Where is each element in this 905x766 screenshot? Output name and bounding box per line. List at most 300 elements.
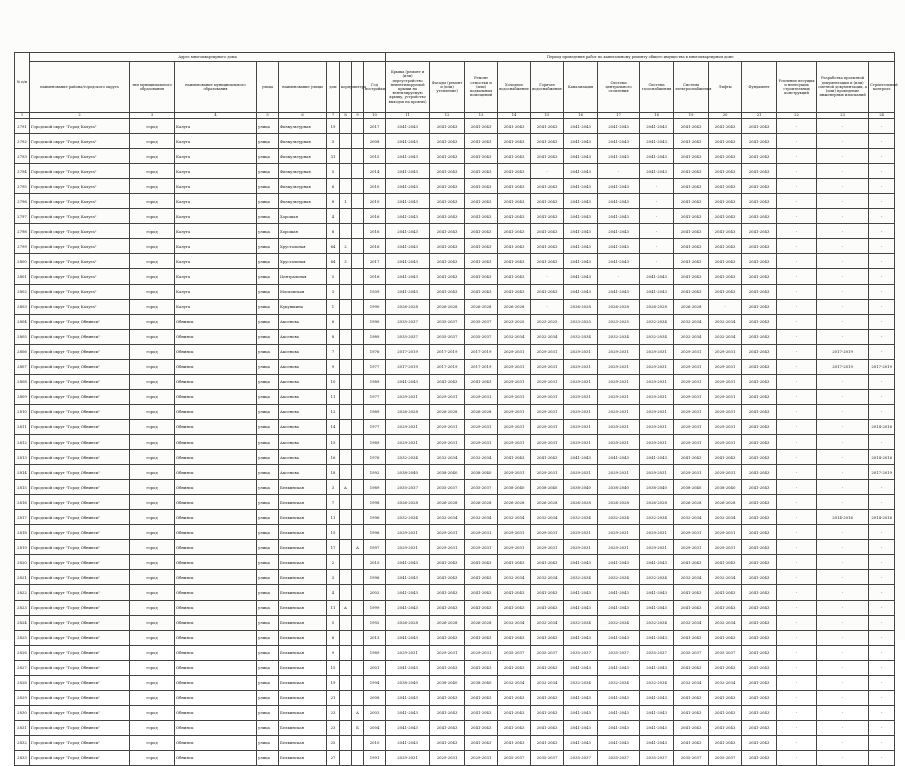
header-col-23: Разработка проектной документации и (или) сметной документации, а (или) проведение инженерных изысканий — [817, 62, 869, 113]
table-cell: 2810 — [15, 404, 30, 419]
table-cell: 2038-2040 — [430, 675, 465, 690]
table-cell: 2041-2043 — [709, 284, 742, 299]
table-cell: Белкинская — [279, 750, 327, 765]
table-cell: город — [130, 359, 175, 374]
table-cell — [352, 525, 364, 540]
table-cell: 31 — [327, 149, 340, 164]
table-cell: улица — [257, 419, 279, 434]
table-cell: 2014-2016 — [869, 510, 895, 525]
table-cell — [352, 450, 364, 465]
table-cell: 2032-2034 — [709, 314, 742, 329]
table-cell: 2041-2043 — [498, 119, 531, 134]
table-cell: - — [869, 585, 895, 600]
table-cell: 2041-2043 — [598, 209, 640, 224]
table-cell: 2029-2031 — [674, 359, 709, 374]
table-cell: 2041-2043 — [742, 585, 777, 600]
table-cell: 2038-2040 — [674, 480, 709, 495]
capital-repair-register-table — [14, 52, 898, 766]
table-cell: 2806 — [15, 344, 30, 359]
table-cell: 2041-2043 — [430, 269, 465, 284]
table-cell: - — [817, 555, 869, 570]
table-cell: Городской округ "Город Обнинск" — [30, 720, 130, 735]
table-cell: Обнинск — [175, 419, 257, 434]
table-cell — [340, 720, 352, 735]
header-col-16: Канализация — [564, 62, 598, 113]
table-cell: 2825 — [15, 630, 30, 645]
table-cell: улица — [257, 570, 279, 585]
table-cell: Белкинская — [279, 570, 327, 585]
table-cell: 2032-2034 — [386, 510, 430, 525]
table-cell: Калуга — [175, 194, 257, 209]
table-cell: - — [640, 209, 674, 224]
table-cell: 2035-2037 — [674, 645, 709, 660]
table-row — [15, 555, 895, 570]
table-cell — [340, 434, 352, 449]
table-cell — [352, 239, 364, 254]
table-cell: 2041-2043 — [640, 585, 674, 600]
table-cell: Белкинская — [279, 585, 327, 600]
table-cell: Городской округ "Город Обнинск" — [30, 329, 130, 344]
table-cell: улица — [257, 675, 279, 690]
table-cell: 1989 — [364, 404, 386, 419]
table-cell: Городской округ "Город Обнинск" — [30, 419, 130, 434]
table-cell: 14 — [327, 419, 340, 434]
table-row — [15, 585, 895, 600]
table-cell: 2029-2031 — [598, 525, 640, 540]
table-row — [15, 134, 895, 149]
table-cell: 2041-2043 — [564, 239, 598, 254]
header-col-22: Усиление несущих и ненесущих строительных конструкций — [777, 62, 817, 113]
table-cell: 2041-2043 — [386, 570, 430, 585]
table-cell — [352, 224, 364, 239]
table-cell: город — [130, 149, 175, 164]
table-cell: 2032-2034 — [640, 615, 674, 630]
table-cell: 2041-2043 — [498, 254, 531, 269]
table-cell: 2041-2043 — [742, 254, 777, 269]
table-cell: 2041-2043 — [430, 149, 465, 164]
table-cell: 2041-2043 — [465, 149, 498, 164]
table-cell: Аксенова — [279, 374, 327, 389]
table-cell — [352, 179, 364, 194]
table-cell: 2041-2043 — [742, 284, 777, 299]
table-cell: 2029-2031 — [498, 465, 531, 480]
table-cell — [352, 209, 364, 224]
column-number: 22 — [777, 113, 817, 119]
table-cell: Городской округ "Город Обнинск" — [30, 615, 130, 630]
table-cell — [352, 750, 364, 765]
table-cell: 2029-2031 — [598, 404, 640, 419]
table-cell: 19 — [327, 675, 340, 690]
table-cell: 2812 — [15, 434, 30, 449]
table-cell: 2041-2043 — [564, 705, 598, 720]
table-cell: - — [817, 660, 869, 675]
table-cell: 2795 — [15, 179, 30, 194]
header-col-19: Система электроснабжения — [674, 62, 709, 113]
table-cell: 2041-2043 — [531, 660, 564, 675]
table-cell — [340, 615, 352, 630]
table-cell: 3 — [327, 570, 340, 585]
table-cell — [352, 134, 364, 149]
table-cell: - — [777, 705, 817, 720]
column-number: 10 — [364, 113, 386, 119]
table-cell: Калуга — [175, 149, 257, 164]
table-cell: Белкинская — [279, 690, 327, 705]
table-cell: 2017-2019 — [869, 465, 895, 480]
table-cell: 2029-2031 — [430, 540, 465, 555]
table-cell — [340, 750, 352, 765]
table-cell: 2041-2043 — [598, 555, 640, 570]
table-cell: 2026-2028 — [498, 495, 531, 510]
table-cell: 2041-2043 — [640, 720, 674, 735]
table-cell: Городской округ "Город Калуга" — [30, 224, 130, 239]
table-cell: - — [817, 419, 869, 434]
table-cell: город — [130, 660, 175, 675]
table-row — [15, 149, 895, 164]
table-cell: 2010 — [364, 194, 386, 209]
table-cell: 8 — [327, 224, 340, 239]
table-cell: 2041-2043 — [386, 224, 430, 239]
table-cell: Городской округ "Город Обнинск" — [30, 645, 130, 660]
table-cell: 5 — [327, 269, 340, 284]
table-cell: 2029-2031 — [430, 389, 465, 404]
table-cell: Городской округ "Город Обнинск" — [30, 750, 130, 765]
table-cell: 2035-2037 — [709, 645, 742, 660]
table-cell: 1 — [340, 194, 352, 209]
table-cell: - — [777, 329, 817, 344]
table-cell: 2029-2031 — [531, 389, 564, 404]
table-cell: 2029-2031 — [531, 419, 564, 434]
table-cell — [352, 164, 364, 179]
table-cell: 2041-2043 — [598, 705, 640, 720]
table-cell: 2041-2043 — [430, 284, 465, 299]
table-cell: 2016 — [364, 239, 386, 254]
table-cell: А — [352, 705, 364, 720]
table-cell — [352, 374, 364, 389]
table-cell: 2041-2043 — [465, 570, 498, 585]
table-row — [15, 374, 895, 389]
table-cell — [352, 284, 364, 299]
table-cell: 2041-2043 — [640, 450, 674, 465]
table-cell: 2041-2043 — [709, 134, 742, 149]
table-cell: 2029-2031 — [674, 404, 709, 419]
table-cell: 2032-2034 — [598, 510, 640, 525]
table-cell: 2041-2043 — [674, 194, 709, 209]
table-cell: город — [130, 675, 175, 690]
table-cell: 2038-2040 — [709, 480, 742, 495]
table-cell: 2029-2031 — [564, 344, 598, 359]
table-cell: 2041-2043 — [742, 194, 777, 209]
table-cell — [352, 600, 364, 615]
table-cell: 2819 — [15, 540, 30, 555]
table-cell: 2032-2034 — [709, 510, 742, 525]
table-cell: 2029-2031 — [709, 525, 742, 540]
table-cell: город — [130, 705, 175, 720]
table-cell: Городской округ "Город Обнинск" — [30, 555, 130, 570]
table-cell: 18 — [327, 465, 340, 480]
table-cell: Городской округ "Город Калуга" — [30, 209, 130, 224]
table-cell: 2041-2043 — [709, 630, 742, 645]
table-cell: 1977 — [364, 389, 386, 404]
table-cell: - — [817, 630, 869, 645]
table-cell: 2041-2043 — [640, 164, 674, 179]
table-cell: 2041-2043 — [386, 735, 430, 750]
table-cell: 2041-2043 — [465, 555, 498, 570]
table-cell: 2041-2043 — [498, 555, 531, 570]
table-cell: 8 — [327, 194, 340, 209]
table-row — [15, 750, 895, 765]
header-col-7: дом — [327, 62, 340, 113]
table-cell: 2032-2034 — [531, 675, 564, 690]
table-cell: 2041-2043 — [742, 134, 777, 149]
table-cell: 2817 — [15, 510, 30, 525]
table-cell: 2041-2043 — [498, 149, 531, 164]
table-cell: 12 — [327, 404, 340, 419]
table-cell: 2041-2043 — [430, 119, 465, 134]
table-cell: 2041-2043 — [386, 149, 430, 164]
table-cell: 2029-2031 — [640, 525, 674, 540]
table-cell: 2014 — [364, 164, 386, 179]
table-cell: 2026-2028 — [430, 299, 465, 314]
table-cell — [352, 735, 364, 750]
table-cell: 1989 — [364, 329, 386, 344]
table-cell: 2041-2043 — [386, 690, 430, 705]
table-cell: город — [130, 690, 175, 705]
table-cell: 2041-2043 — [386, 660, 430, 675]
table-cell: 2032-2034 — [709, 570, 742, 585]
table-cell: Городской округ "Город Калуга" — [30, 269, 130, 284]
table-cell: 2032-2034 — [465, 510, 498, 525]
table-cell — [340, 675, 352, 690]
table-cell: Хрустальная — [279, 254, 327, 269]
table-cell: 1991 — [364, 750, 386, 765]
column-number: 8 — [340, 113, 352, 119]
table-cell: 2041-2043 — [709, 660, 742, 675]
table-cell: - — [531, 164, 564, 179]
table-cell: улица — [257, 239, 279, 254]
table-cell: 2041-2043 — [531, 254, 564, 269]
table-cell — [352, 555, 364, 570]
table-cell — [340, 179, 352, 194]
table-cell: - — [777, 585, 817, 600]
table-cell: улица — [257, 224, 279, 239]
table-cell: 1989 — [364, 374, 386, 389]
table-row — [15, 495, 895, 510]
table-cell: А — [352, 540, 364, 555]
table-row — [15, 615, 895, 630]
table-cell: 2828 — [15, 675, 30, 690]
table-cell: - — [777, 630, 817, 645]
table-cell: улица — [257, 134, 279, 149]
table-cell: - — [817, 690, 869, 705]
table-cell: Московская — [279, 284, 327, 299]
table-cell: Городской округ "Город Калуга" — [30, 149, 130, 164]
table-cell: 2029-2031 — [598, 419, 640, 434]
table-cell: 2041-2043 — [709, 735, 742, 750]
table-cell: - — [869, 254, 895, 269]
table-cell: 2041-2043 — [674, 134, 709, 149]
table-cell — [352, 495, 364, 510]
table-cell: 2029-2031 — [430, 434, 465, 449]
table-cell: Калуга — [175, 239, 257, 254]
table-cell: 2041-2043 — [742, 495, 777, 510]
table-cell: 2041-2043 — [674, 585, 709, 600]
table-cell: Городской округ "Город Калуга" — [30, 254, 130, 269]
table-cell: улица — [257, 344, 279, 359]
table-cell: 2041-2043 — [742, 480, 777, 495]
table-cell: 2041-2043 — [465, 735, 498, 750]
table-cell: 2029-2031 — [640, 434, 674, 449]
table-cell: 2029-2031 — [640, 404, 674, 419]
table-cell: 2026-2028 — [386, 615, 430, 630]
table-cell: 2029-2031 — [531, 434, 564, 449]
table-cell: город — [130, 750, 175, 765]
table-cell: улица — [257, 720, 279, 735]
table-cell: А — [340, 480, 352, 495]
table-cell: 2041-2043 — [531, 134, 564, 149]
column-number: 3 — [130, 113, 175, 119]
table-cell: - — [817, 465, 869, 480]
table-cell: 2026-2028 — [386, 404, 430, 419]
table-cell: 1989 — [364, 434, 386, 449]
table-cell — [340, 495, 352, 510]
table-cell: 2041-2043 — [742, 735, 777, 750]
table-cell: 2833 — [15, 750, 30, 765]
table-cell: 2017-2019 — [430, 359, 465, 374]
table-cell: 2041-2043 — [531, 149, 564, 164]
table-cell: 2032-2034 — [531, 570, 564, 585]
table-cell: 2029-2031 — [674, 525, 709, 540]
table-cell: 2029-2031 — [564, 389, 598, 404]
table-cell: Городской округ "Город Обнинск" — [30, 510, 130, 525]
table-cell — [340, 314, 352, 329]
table-cell: город — [130, 224, 175, 239]
table-cell: 2041-2043 — [498, 720, 531, 735]
column-number: 21 — [742, 113, 777, 119]
table-cell: 2041-2043 — [531, 555, 564, 570]
table-cell: Белкинская — [279, 510, 327, 525]
table-cell: 2041-2043 — [674, 179, 709, 194]
table-cell: 2029-2031 — [674, 465, 709, 480]
table-cell — [340, 344, 352, 359]
table-cell: 2029-2031 — [709, 389, 742, 404]
table-cell: Белкинская — [279, 720, 327, 735]
table-cell: - — [777, 675, 817, 690]
table-cell: - — [777, 465, 817, 480]
table-cell: 2029-2031 — [465, 645, 498, 660]
table-cell: 2029-2031 — [709, 434, 742, 449]
table-cell: 2041-2043 — [498, 660, 531, 675]
table-cell: 2791 — [15, 119, 30, 134]
table-cell: улица — [257, 269, 279, 284]
header-col-20: Лифты — [709, 62, 742, 113]
table-cell: Физкультурная — [279, 194, 327, 209]
table-cell: 2041-2043 — [465, 179, 498, 194]
table-cell: 2029-2031 — [640, 419, 674, 434]
table-cell: 2029-2031 — [640, 359, 674, 374]
table-cell: 2041-2043 — [742, 690, 777, 705]
table-cell: 2041-2043 — [498, 194, 531, 209]
table-cell: 2035-2037 — [674, 750, 709, 765]
table-cell: 16 — [327, 450, 340, 465]
table-cell: 2041-2043 — [709, 239, 742, 254]
table-cell: - — [817, 525, 869, 540]
table-cell: 2029-2031 — [709, 465, 742, 480]
table-cell: 2032-2034 — [564, 570, 598, 585]
table-cell: Городской округ "Город Обнинск" — [30, 404, 130, 419]
table-cell: 2041-2043 — [674, 720, 709, 735]
header-col-3: тип муниципального образования — [130, 62, 175, 113]
table-cell — [340, 555, 352, 570]
table-cell: - — [869, 239, 895, 254]
table-cell: Аксенова — [279, 389, 327, 404]
table-cell: 2038-2040 — [598, 480, 640, 495]
table-cell: - — [777, 194, 817, 209]
table-cell: - — [640, 224, 674, 239]
table-cell — [352, 194, 364, 209]
table-cell — [352, 269, 364, 284]
table-cell: 2029-2031 — [564, 359, 598, 374]
table-cell: 2017 — [364, 254, 386, 269]
table-cell: город — [130, 179, 175, 194]
table-cell: город — [130, 600, 175, 615]
table-cell: 2041-2043 — [598, 660, 640, 675]
table-cell: 2029-2031 — [674, 344, 709, 359]
table-cell: 2016 — [364, 209, 386, 224]
table-cell: 3 — [327, 284, 340, 299]
table-cell: - — [777, 224, 817, 239]
header-col-5: улица — [257, 62, 279, 113]
table-cell: Обнинск — [175, 510, 257, 525]
table-cell: 11 — [327, 510, 340, 525]
table-cell: 2794 — [15, 164, 30, 179]
table-cell: 2041-2043 — [386, 194, 430, 209]
table-cell: 2026-2028 — [598, 299, 640, 314]
table-cell: - — [777, 645, 817, 660]
table-cell — [352, 314, 364, 329]
table-cell: - — [869, 119, 895, 134]
table-cell: 2041-2043 — [742, 119, 777, 134]
table-cell: - — [777, 690, 817, 705]
table-cell: 2041-2043 — [564, 134, 598, 149]
table-cell: улица — [257, 254, 279, 269]
table-row — [15, 164, 895, 179]
table-cell: 2041-2043 — [709, 254, 742, 269]
table-cell: Калуга — [175, 179, 257, 194]
table-cell: Калуга — [175, 299, 257, 314]
column-number: 16 — [564, 113, 598, 119]
table-cell: 2041-2043 — [640, 735, 674, 750]
table-cell: - — [531, 299, 564, 314]
table-cell: 2041-2043 — [386, 705, 430, 720]
table-cell — [340, 540, 352, 555]
table-cell: 2041-2043 — [386, 284, 430, 299]
table-cell: 27 — [327, 750, 340, 765]
table-cell: 2041-2043 — [564, 269, 598, 284]
table-cell: 2026-2028 — [465, 615, 498, 630]
table-cell: 2041-2043 — [674, 705, 709, 720]
table-cell: 2041-2043 — [640, 690, 674, 705]
table-cell: Обнинск — [175, 585, 257, 600]
table-cell: 1990 — [364, 314, 386, 329]
table-cell: 2016 — [364, 224, 386, 239]
table-cell: 2029-2031 — [498, 540, 531, 555]
table-cell: город — [130, 194, 175, 209]
table-cell: 2014-2016 — [869, 450, 895, 465]
table-row — [15, 720, 895, 735]
table-cell: 2041-2043 — [465, 374, 498, 389]
table-cell: 2038-2040 — [430, 465, 465, 480]
table-cell: - — [869, 434, 895, 449]
